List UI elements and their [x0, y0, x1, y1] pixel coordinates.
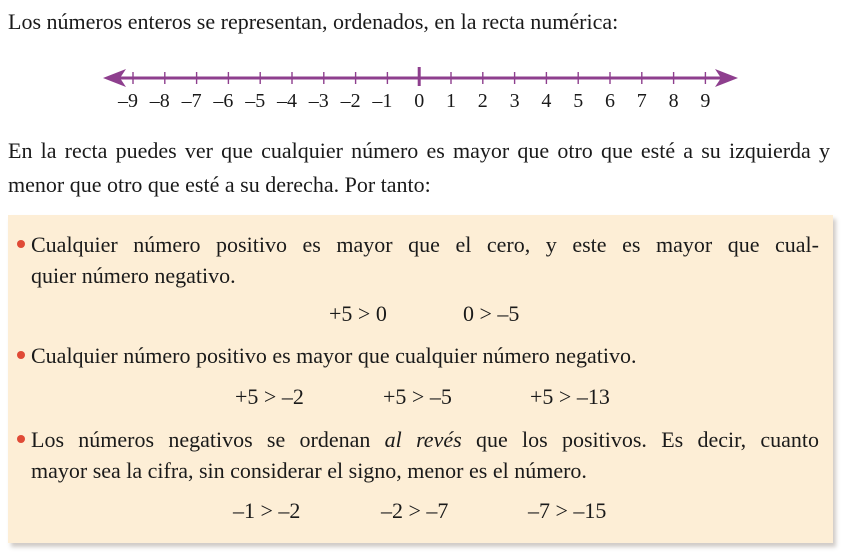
tick-label: –9: [118, 90, 138, 112]
example-1-2: 0 > –5: [463, 301, 520, 326]
number-line: [0, 55, 860, 115]
tick-label: –4: [277, 90, 297, 112]
emphasis-al-reves: al revés: [384, 427, 462, 452]
example-2-3: +5 > –13: [530, 384, 610, 409]
tick-label: 5: [573, 90, 584, 112]
tick-label: 4: [541, 90, 552, 112]
example-2-2: +5 > –5: [383, 384, 452, 409]
rule-1-line-2: quier número negativo.: [31, 263, 236, 288]
tick-label: –1: [372, 90, 393, 112]
rule-3-line-2: mayor sea la cifra, sin considerar el signo, menor es el número.: [31, 458, 587, 483]
tick-label: 3: [509, 90, 520, 112]
tick-label: 9: [700, 90, 711, 112]
rule-3: [19, 424, 819, 486]
bullet-icon: [17, 351, 25, 359]
bullet-icon: [17, 435, 25, 443]
rule-2-text: Cualquier número positivo es mayor que cualquier número negativo.: [31, 343, 637, 368]
tick-label: 2: [477, 90, 488, 112]
intro-text: Los números enteros se representan, ordenados, en la recta numérica:: [8, 9, 619, 34]
rule-1: [19, 229, 819, 291]
tick-label: –2: [340, 90, 361, 112]
tick-label: –3: [308, 90, 329, 112]
tick-label: 1: [446, 90, 456, 112]
tick-label: –5: [245, 90, 266, 112]
tick-label: 6: [605, 90, 615, 112]
tick-label: 8: [668, 90, 679, 112]
tick-label: 7: [636, 90, 647, 112]
rule-2: [19, 340, 819, 371]
rule-3-line-1: Los números negativos se ordenan al revés que los positivos. Es decir, cuanto: [31, 427, 819, 452]
rule-1-line-1: Cualquier número positivo es mayor que el cero, y este es mayor que cual-: [31, 232, 819, 257]
example-2-1: +5 > –2: [235, 384, 304, 409]
bullet-icon: [17, 240, 25, 248]
example-3-1: –1 > –2: [233, 498, 301, 523]
number-line-labels: [117, 90, 710, 112]
example-1-1: +5 > 0: [329, 301, 387, 326]
tick-label: –7: [181, 90, 202, 112]
example-3-2: –2 > –7: [381, 498, 449, 523]
explanation-paragraph: En la recta puedes ver que cualquier número es mayor que otro que esté a su izquierda y menor que otro que esté a su derecha. Por tanto:: [8, 138, 830, 197]
example-3-3: –7 > –15: [528, 498, 607, 523]
tick-label: –6: [213, 90, 234, 112]
tick-label: –8: [149, 90, 170, 112]
tick-label: 0: [414, 90, 425, 112]
